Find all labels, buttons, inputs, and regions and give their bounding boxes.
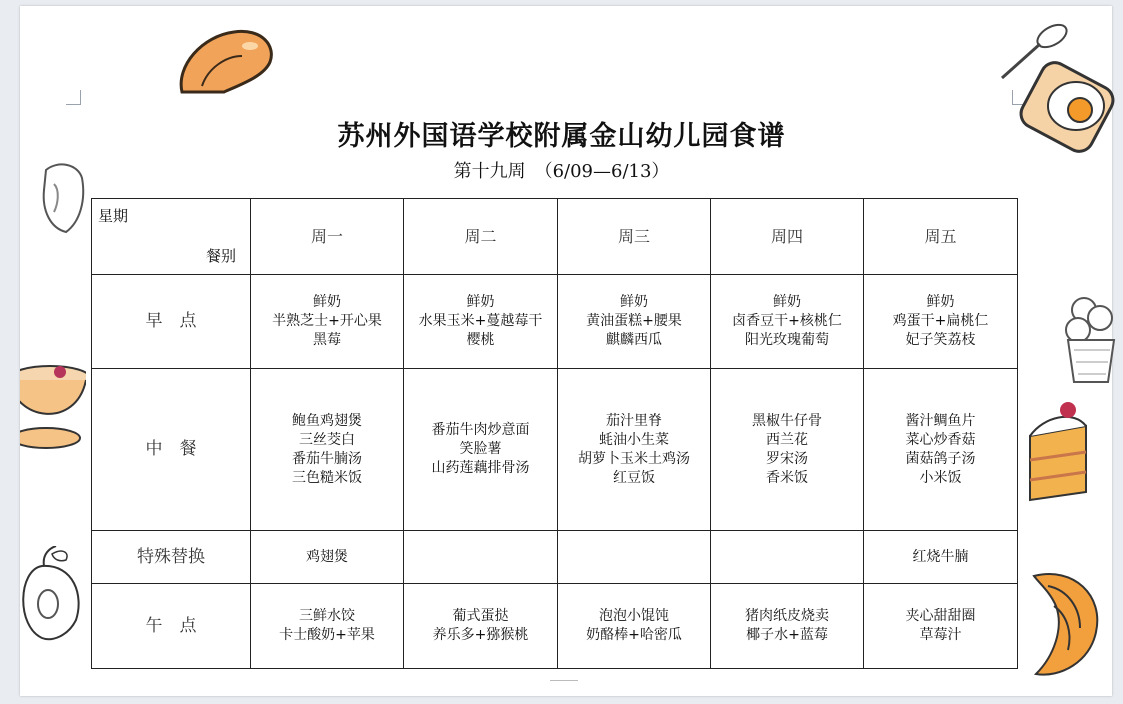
menu-item: 山药莲藕排骨汤 xyxy=(431,460,530,476)
menu-item: 菜心炒香菇 xyxy=(905,431,976,448)
corner-header-cell xyxy=(92,199,251,275)
menu-item: 茄汁里脊 xyxy=(606,412,662,429)
day-header: 周四 xyxy=(711,199,864,275)
meal-corner-label: 餐别 xyxy=(205,247,236,265)
menu-item: 笑脸薯 xyxy=(459,441,502,457)
menu-item: 泡泡小馄饨 xyxy=(599,608,669,624)
menu-cell xyxy=(558,584,711,669)
menu-item: 阳光玫瑰葡萄 xyxy=(745,332,829,348)
table-row xyxy=(92,531,1018,584)
menu-cell xyxy=(711,584,864,669)
week-subtitle: 第十九周 （6/09—6/13） xyxy=(453,161,670,182)
day-header: 周二 xyxy=(404,199,558,275)
menu-item: 黑莓 xyxy=(313,332,341,348)
menu-table xyxy=(91,198,1018,669)
menu-item: 奶酪棒+哈密瓜 xyxy=(586,627,682,643)
menu-item: 蚝油小生菜 xyxy=(599,431,669,448)
menu-cell xyxy=(251,369,404,531)
table-row xyxy=(92,369,1018,531)
menu-item: 番茄牛肉炒意面 xyxy=(431,422,530,438)
menu-cell xyxy=(558,369,711,531)
menu-item: 椰子水+蓝莓 xyxy=(746,627,828,643)
row-label: 早 点 xyxy=(92,275,251,369)
menu-item: 三丝茭白 xyxy=(299,431,355,448)
menu-item: 水果玉米+蔓越莓干 xyxy=(418,313,543,329)
menu-item: 麒麟西瓜 xyxy=(606,332,662,348)
menu-cell xyxy=(404,531,558,584)
menu-cell xyxy=(711,531,864,584)
menu-cell xyxy=(558,531,711,584)
menu-item: 草莓汁 xyxy=(919,627,962,643)
page-divider xyxy=(550,680,578,681)
menu-item: 鲜奶 xyxy=(313,294,341,310)
row-label: 中 餐 xyxy=(92,369,251,531)
menu-item: 酱汁鲷鱼片 xyxy=(905,412,976,429)
day-header: 周三 xyxy=(558,199,711,275)
menu-item: 妃子笑荔枝 xyxy=(905,332,976,348)
menu-item: 樱桃 xyxy=(466,332,495,348)
menu-item: 黑椒牛仔骨 xyxy=(752,412,822,429)
menu-cell xyxy=(404,584,558,669)
menu-item: 香米饭 xyxy=(766,469,808,486)
table-row xyxy=(92,584,1018,669)
menu-item: 胡萝卜玉米土鸡汤 xyxy=(578,450,690,467)
menu-cell xyxy=(864,584,1018,669)
menu-cell xyxy=(251,275,404,369)
ice-cream-icon xyxy=(1060,290,1120,386)
menu-item: 猪肉纸皮烧卖 xyxy=(745,608,829,624)
menu-item: 小米饭 xyxy=(919,469,962,486)
menu-item: 卤香豆干+核桃仁 xyxy=(732,313,842,329)
menu-item: 红烧牛腩 xyxy=(912,548,969,565)
menu-item: 红豆饭 xyxy=(613,469,655,486)
bread-icon xyxy=(172,26,278,96)
menu-item: 黄油蛋糕+腰果 xyxy=(586,313,682,329)
menu-item: 鲜奶 xyxy=(773,294,801,310)
menu-item: 番茄牛腩汤 xyxy=(292,450,362,467)
menu-item: 卡士酸奶+苹果 xyxy=(279,627,375,643)
day-header: 周一 xyxy=(251,199,404,275)
menu-cell xyxy=(404,369,558,531)
menu-item: 鲜奶 xyxy=(926,294,955,310)
menu-item: 养乐多+猕猴桃 xyxy=(432,627,529,643)
menu-cell xyxy=(251,531,404,584)
menu-item: 夹心甜甜圈 xyxy=(905,608,976,624)
menu-cell xyxy=(404,275,558,369)
menu-item: 葡式蛋挞 xyxy=(452,608,509,624)
day-header: 周五 xyxy=(864,199,1018,275)
menu-cell xyxy=(711,275,864,369)
menu-cell xyxy=(864,275,1018,369)
menu-item: 菌菇鸽子汤 xyxy=(905,450,976,467)
cake-icon xyxy=(1024,396,1094,506)
menu-item: 鲍鱼鸡翅煲 xyxy=(292,412,362,429)
apple-icon xyxy=(22,546,84,646)
menu-item: 半熟芝士+开心果 xyxy=(272,313,382,329)
menu-item: 鸡蛋干+扁桃仁 xyxy=(892,313,989,329)
menu-item: 鲜奶 xyxy=(620,294,648,310)
menu-cell xyxy=(558,275,711,369)
row-label: 特殊替换 xyxy=(92,531,251,584)
menu-item: 西兰花 xyxy=(766,431,808,448)
menu-item: 罗宋汤 xyxy=(766,450,808,467)
menu-cell xyxy=(251,584,404,669)
table-row xyxy=(92,275,1018,369)
croissant-icon xyxy=(1024,566,1104,680)
menu-item: 鲜奶 xyxy=(466,294,495,310)
cereal-bowl-icon xyxy=(20,354,86,454)
row-label: 午 点 xyxy=(92,584,251,669)
menu-cell xyxy=(864,369,1018,531)
crop-mark-left xyxy=(66,90,81,105)
menu-cell xyxy=(711,369,864,531)
menu-cell xyxy=(864,531,1018,584)
table-header-row xyxy=(92,199,1018,275)
menu-item: 鸡翅煲 xyxy=(306,548,348,565)
menu-item: 三色糙米饭 xyxy=(292,469,362,486)
weekday-corner-label: 星期 xyxy=(98,207,129,225)
page-title: 苏州外国语学校附属金山幼儿园食谱 xyxy=(337,121,786,152)
menu-item: 三鲜水饺 xyxy=(299,608,355,624)
